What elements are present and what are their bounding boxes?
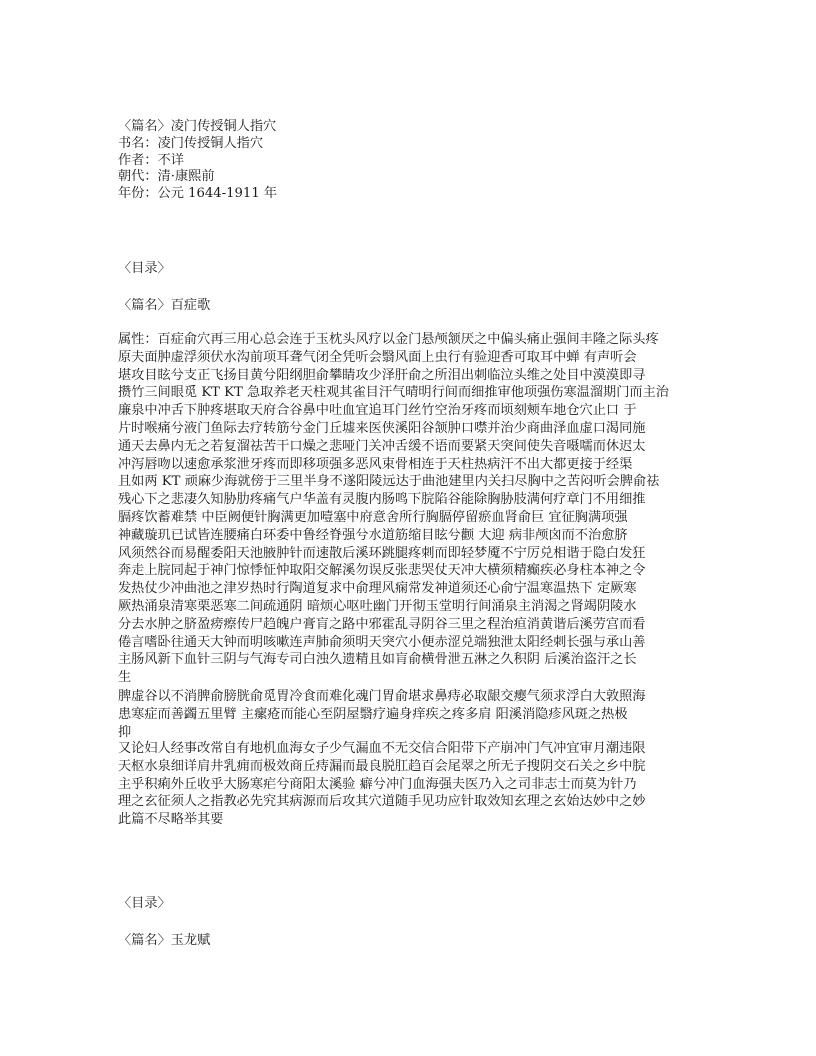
paragraph xyxy=(118,331,669,687)
paragraph xyxy=(118,688,646,741)
text-line: 主肠风新下血针三阴与气海专司白浊久遗精且如肓俞横骨泄五淋之久积阴 后溪治盗汗之长 xyxy=(118,652,637,668)
text-line: 廉泉中冲舌下肿疼堪取天府合谷鼻中吐血宜追耳门丝竹空治牙疼而顷刻颊车地仓穴止口 于 xyxy=(118,403,637,419)
dynasty: 朝代：清·康熙前 xyxy=(118,169,215,185)
text-line: 抑 xyxy=(118,724,132,740)
text-line: 厥热涌泉清寒栗恶寒二间疏通阴 暗烦心呕吐幽门开彻玉堂明行间涌泉主消渴之肾竭阴陵水 xyxy=(118,598,637,614)
chapter-title: 〈篇名〉凌门传授铜人指穴 xyxy=(118,119,277,134)
text-line: 奔走上脘同起于神门惊悸怔忡取阳交解溪勿误反张悲哭仗天冲大横须精癫疾必身柱本神之令 xyxy=(118,563,646,579)
text-line: 患寒症而善蠲五里臂 主瘰疮而能心至阴屋翳疗遍身痒疾之疼多肩 阳溪消隐疹风斑之热极 xyxy=(118,706,628,722)
text-line: 生 xyxy=(118,670,132,686)
section-title: 〈篇名〉玉龙赋 xyxy=(118,933,211,948)
text-line: 此篇不尽略举其要 xyxy=(118,812,224,828)
text-line: 发热仗少冲曲池之津岁热时行陶道复求中俞理风痫常发神道须还心俞宁温寒温热下 定厥寒 xyxy=(118,581,637,597)
book-name: 书名：凌门传授铜人指穴 xyxy=(118,135,264,151)
text-line: 冲泻唇吻以速愈承浆泄牙疼而即移项强多恶风束骨相连于天柱热病汗不出大都更接于经渠 xyxy=(118,456,633,472)
text-line: 原夫面肿虚浮须伏水沟前项耳聋气闭全凭听会翳风面上虫行有验迎香可取耳中蝉 有声听会 xyxy=(118,349,637,365)
paragraph xyxy=(118,740,646,829)
text-line: 分去水肿之脐盈痨瘵传尸趋魄户膏肓之路中邪霍乱寻阴谷三里之程治疸消黄谐后溪劳宫而看 xyxy=(118,616,646,632)
text-line: 倦言嗜卧往通天大钟而明咳嗽连声肺俞须明天突穴小便赤涩兑端独泄太阳经刺长强与承山善 xyxy=(118,634,646,650)
text-line: 主乎积痢外丘收乎大肠寒疟兮商阳太溪验 癖兮冲门血海强夫医乃入之司非志士而莫为针乃 xyxy=(118,776,637,792)
text-line: 又论妇人经事改常自有地机血海女子少气漏血不无交信合阳带下产崩冲门气冲宜审月潮违限 xyxy=(118,741,646,756)
text-line: 理之玄征须人之指教必先究其病源而后攻其穴道随手见功应针取效知玄理之玄始达妙中之妙 xyxy=(118,794,646,810)
text-line: 攒竹三间眼觅 KT KT 急取养老天柱观其雀目汗气晴明行间而细推审他项强伤寒温溜期门而主治 xyxy=(118,385,669,401)
text-line: 残心下之悲凄久知胁肋疼痛气户华盖有灵腹内肠鸣下脘陷谷能除胸胁肢满何疗章门不用细推 xyxy=(118,492,646,508)
author: 作者：不详 xyxy=(118,152,184,168)
book-info xyxy=(118,119,277,203)
text-line: 通天去鼻内无之若复溜祛苦干口燥之悲哑门关冲舌缓不语而要紧天突间使失音嗫嚅而休迟太 xyxy=(118,438,646,454)
text-line: 堪攻目眩兮支正飞扬目黄兮阳纲胆俞攀睛攻少泽肝俞之所泪出刺临泣头维之处目中漠漠即寻 xyxy=(118,367,646,383)
text-line: 片时喉痛兮液门鱼际去疗转筋兮金门丘墟来医侠溪阳谷颔肿口噤并治少商曲泽血虚口渴同施 xyxy=(118,420,646,436)
text-line: 膈疼饮蓄难禁 中臣阙便针胸满更加噎塞中府意舍所行胸膈停留瘀血肾俞巨 宜征胸满项强 xyxy=(118,509,628,525)
text-line: 属性：百症俞穴再三用心总会连于玉枕头风疗以金门悬颅颔厌之中偏头痛止强间丰隆之际头疼 xyxy=(118,332,659,347)
year: 年份：公元 1644-1911 年 xyxy=(118,186,278,202)
text-line: 天枢水泉细详肩井乳痈而极效商丘痔漏而最良脱肛趋百会尾翠之所无子搜阴交石关之乡中脘 xyxy=(118,758,646,774)
text-line: 脾虚谷以不消脾俞膀胱俞觅胃冷食而难化魂门胃俞堪求鼻痔必取龈交瘿气须求浮白大敦照海 xyxy=(118,689,646,704)
section-title: 〈篇名〉百症歌 xyxy=(118,298,211,313)
text-line: 神藏璇玑已试皆连腰痛白环委中鲁经脊强兮水道筋缩目眩兮颧 大迎 病非颅囟而不治愈脐 xyxy=(118,527,628,543)
toc-link[interactable]: 〈目录〉 xyxy=(118,261,171,276)
text-line: 风须然谷而易醒委阳天池腋肿针而速散后溪环跳腿疼刺而即轻梦魇不宁厉兑相谐于隐白发狂 xyxy=(118,545,646,561)
text-line: 且如两 KT 顽麻少海就傍于三里半身不遂阳陵远达于曲池建里内关扫尽胸中之苦闷听会脾俞祛 xyxy=(118,474,660,490)
toc-link[interactable]: 〈目录〉 xyxy=(118,896,171,911)
